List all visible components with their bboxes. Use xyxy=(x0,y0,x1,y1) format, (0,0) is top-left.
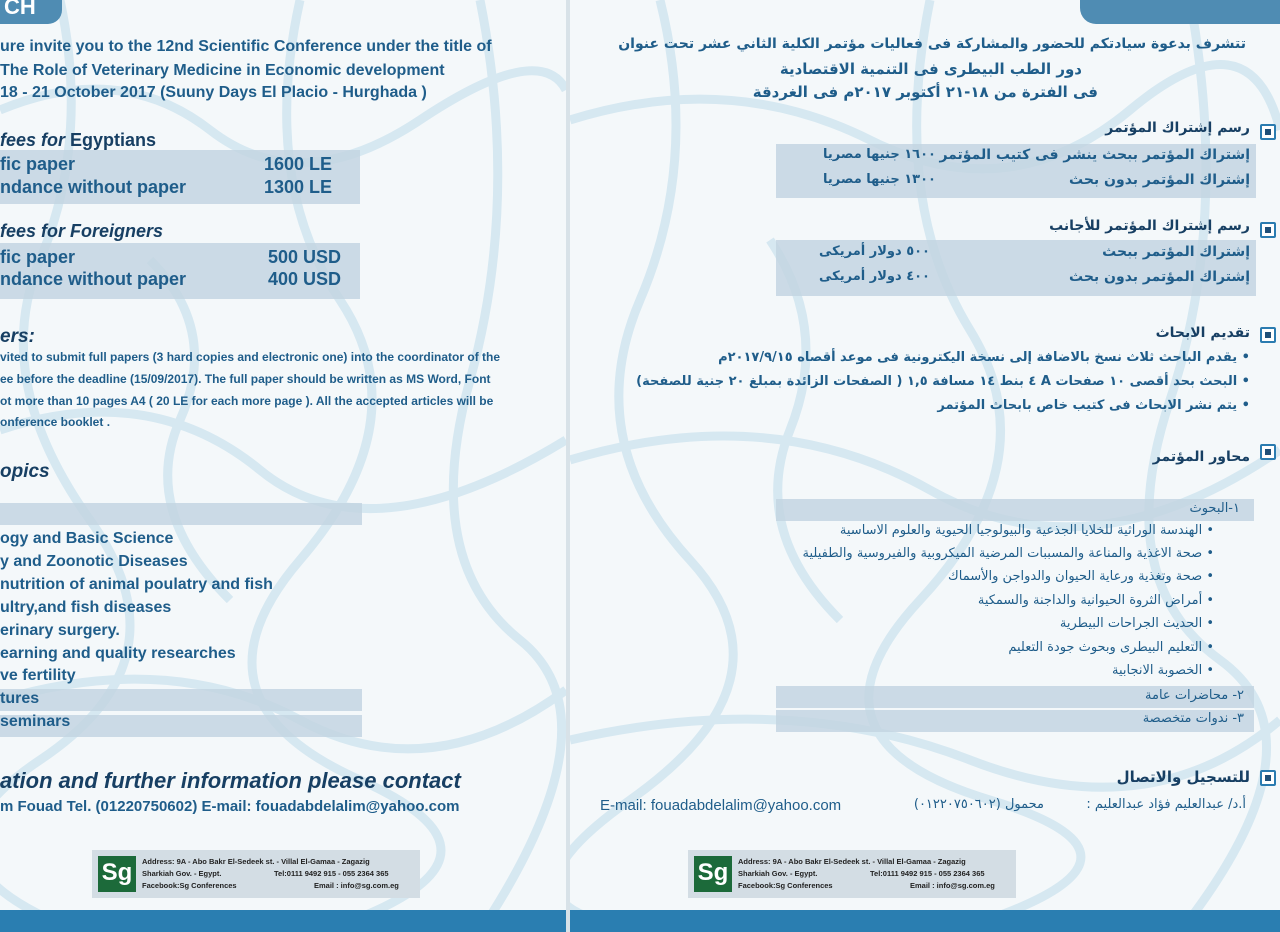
contact-line: m Fouad Tel. (01220750602) E-mail: fouadabdelalim@yahoo.com xyxy=(0,798,460,815)
topic-extra-lectures: tures xyxy=(0,690,40,707)
footer-tel: Tel:0111 9492 915 - 055 2364 365 xyxy=(274,869,389,878)
papers-heading: تقديم الابحاث xyxy=(1155,325,1250,341)
fees-for-heading: رسم إشتراك المؤتمر للأجانب xyxy=(1049,218,1250,234)
egyptians-row-1-value: 1600 LE xyxy=(264,154,333,174)
topics-heading: محاور المؤتمر xyxy=(1152,449,1250,465)
topic-item: • صحة وتغذية ورعاية الحيوان والدواجن والأسماك xyxy=(948,569,1214,584)
topic-item: • الخصوبة الانجابية xyxy=(1112,663,1214,678)
footer-address: Address: 9A - Abo Bakr El-Sedeek st. - Villal El-Gamaa - Zagazig xyxy=(738,857,966,866)
footer-email: Email : info@sg.com.eg xyxy=(314,881,399,890)
topic-item: • الهندسة الوراثية للخلايا الجذعية والبيولوجيا الحيوية والعلوم الاساسية xyxy=(839,523,1214,538)
lectures-bar xyxy=(0,689,362,711)
footer-tel: Tel:0111 9492 915 - 055 2364 365 xyxy=(870,869,985,878)
egyptians-heading: fees for Egyptians xyxy=(0,130,157,150)
papers-line-2: ee before the deadline (15/09/2017). The full paper should be written as MS Word, Font xyxy=(0,372,491,386)
fees-for-row-2-label: إشتراك المؤتمر بدون بحث xyxy=(1069,269,1250,285)
intro-line-1: تتشرف بدعوة سيادتكم للحضور والمشاركة فى فعاليات مؤتمر الكلية الثاني عشر تحت عنوان xyxy=(618,36,1246,52)
papers-line-3: ot more than 10 pages A4 ( 20 LE for each more page ). All the accepted articles will be xyxy=(0,394,494,408)
topic-extra-seminars: seminars xyxy=(0,713,71,730)
fees-egy-row-2-label: إشتراك المؤتمر بدون بحث xyxy=(1069,172,1250,188)
footer-gov: Sharkiah Gov. - Egypt. xyxy=(142,869,222,878)
footer-email: Email : info@sg.com.eg xyxy=(910,881,995,890)
fees-for-row-2-value: ٤٠٠ دولار أمريكى xyxy=(819,269,930,284)
topic-item: y and Zoonotic Diseases xyxy=(0,553,188,570)
topic-item: • التعليم البيطرى وبحوث جودة التعليم xyxy=(1008,640,1214,655)
papers-heading: ers: xyxy=(0,326,35,347)
sponsor-footer xyxy=(688,850,1016,898)
section-bullet-icon xyxy=(1260,327,1276,343)
fees-egy-row-1-label: إشتراك المؤتمر ببحث ينشر فى كتيب المؤتمر xyxy=(939,147,1250,163)
intro-line-3: فى الفترة من ١٨-٢١ أكتوبر ٢٠١٧م فى الغردقة xyxy=(752,83,1098,101)
sg-logo: Sg xyxy=(694,856,732,892)
intro-line-3: 18 - 21 October 2017 (Suuny Days El Placio - Hurghada ) xyxy=(0,84,427,101)
papers-line-1: vited to submit full papers (3 hard copies and electronic one) into the coordinator of the xyxy=(0,350,501,364)
topics-sub-lectures: ٢- محاضرات عامة xyxy=(1145,688,1244,703)
footer-facebook: Facebook:Sg Conferences xyxy=(738,881,833,890)
intro-line-2: The Role of Veterinary Medicine in Economic development xyxy=(0,62,445,79)
papers-item-2: • البحث بحد أقصى ١٠ صفحات A ٤ بنط ١٤ مسافة ١,٥ ( الصفحات الزائدة بمبلغ ٢٠ جنية للصفحة) xyxy=(636,374,1250,389)
papers-item-1: • يقدم الباحث ثلاث نسخ بالاضافة إلى نسخة اليكترونية فى موعد أقصاه ٢٠١٧/٩/١٥م xyxy=(718,350,1250,365)
left-page xyxy=(0,0,566,932)
sg-logo: Sg xyxy=(98,856,136,892)
papers-line-4: onference booklet . xyxy=(0,415,111,429)
foreigners-heading: fees for Foreigners xyxy=(0,221,164,241)
contact-phone: محمول (٠١٢٢٠٧٥٠٦٠٢) xyxy=(913,797,1044,812)
topic-item: • صحة الاغذية والمناعة والمسببات المرضية الميكروبية والفيروسية والطفيلية xyxy=(802,546,1214,561)
contact-heading: للتسجيل والاتصال xyxy=(1116,768,1250,786)
topic-item: • أمراض الثروة الحيوانية والداجنة والسمكية xyxy=(977,593,1214,608)
background-pattern xyxy=(570,0,1280,932)
fees-egy-row-2-value: ١٣٠٠ جنيها مصريا xyxy=(823,172,936,187)
contact-heading: ation and further information please contact xyxy=(0,768,461,793)
research-sub-bar xyxy=(776,499,1254,521)
fees-for-row-1-label: إشتراك المؤتمر ببحث xyxy=(1102,244,1250,260)
egyptians-row-1-label: fic paper xyxy=(0,154,76,174)
topic-item: nutrition of animal poulatry and fish xyxy=(0,576,273,593)
fees-egy-heading: رسم إشتراك المؤتمر xyxy=(1105,120,1250,136)
right-page xyxy=(570,0,1280,932)
section-bullet-icon xyxy=(1260,770,1276,786)
contact-email[interactable]: E-mail: fouadabdelalim@yahoo.com xyxy=(600,797,842,814)
topic-item: ve fertility xyxy=(0,667,76,684)
header-tab xyxy=(0,0,62,24)
footer-facebook: Facebook:Sg Conferences xyxy=(142,881,237,890)
fees-egy-row-1-value: ١٦٠٠ جنيها مصريا xyxy=(823,147,936,162)
papers-item-3: • يتم نشر الابحاث فى كتيب خاص بابحاث المؤتمر xyxy=(937,398,1250,413)
egyptians-row-2-value: 1300 LE xyxy=(264,177,333,197)
topics-sub-seminars: ٣- ندوات متخصصة xyxy=(1142,711,1244,726)
foreigners-row-1-label: fic paper xyxy=(0,247,76,267)
contact-name: أ.د/ عبدالعليم فؤاد عبدالعليم : xyxy=(1086,797,1246,812)
footer-gov: Sharkiah Gov. - Egypt. xyxy=(738,869,818,878)
topic-item: ogy and Basic Science xyxy=(0,530,174,547)
intro-line-1: ure invite you to the 12nd Scientific Conference under the title of xyxy=(0,38,492,55)
sponsor-footer xyxy=(92,850,420,898)
topics-research-bar xyxy=(0,503,362,525)
section-bullet-icon xyxy=(1260,444,1276,460)
foreigners-row-2-value: 400 USD xyxy=(268,269,342,289)
foreigners-row-1-value: 500 USD xyxy=(268,247,342,267)
topic-item: • الحديث الجراحات البيطرية xyxy=(1059,616,1214,631)
topic-item: ultry,and fish diseases xyxy=(0,599,172,616)
header-tab xyxy=(1080,0,1280,24)
section-bullet-icon xyxy=(1260,222,1276,238)
section-bullet-icon xyxy=(1260,124,1276,140)
egyptians-row-2-label: ndance without paper xyxy=(0,177,187,197)
bottom-strip xyxy=(570,910,1280,932)
footer-address: Address: 9A - Abo Bakr El-Sedeek st. - Villal El-Gamaa - Zagazig xyxy=(142,857,370,866)
intro-line-2: دور الطب البيطرى فى التنمية الاقتصادية xyxy=(779,60,1082,78)
topic-item: erinary surgery. xyxy=(0,622,120,639)
topics-sub-research: ١-البحوث xyxy=(1189,501,1240,516)
foreigners-row-2-label: ndance without paper xyxy=(0,269,187,289)
bottom-strip xyxy=(0,910,566,932)
topic-item: earning and quality researches xyxy=(0,645,236,662)
header-tab-label: CH xyxy=(4,0,36,19)
fees-for-row-1-value: ٥٠٠ دولار أمريكى xyxy=(819,244,930,259)
topics-heading: opics xyxy=(0,461,50,482)
